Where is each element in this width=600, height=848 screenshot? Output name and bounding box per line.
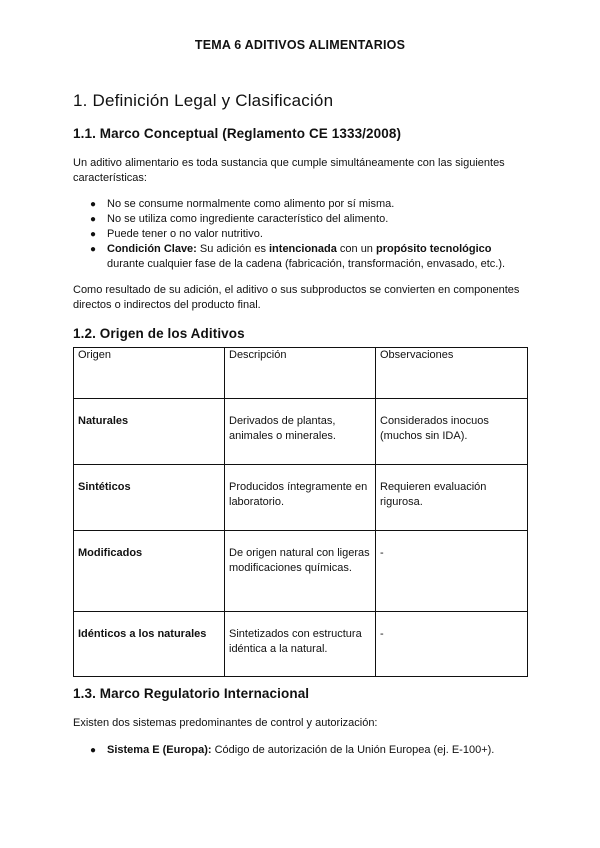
list-item [90,227,530,242]
bullet-dot-icon: ● [90,199,97,210]
table-cell: Considerados inocuos (muchos sin IDA). [376,399,528,465]
table-row [74,531,528,612]
list-item [90,212,530,227]
table-cell: - [376,531,528,612]
table-cell: Sintéticos [74,465,225,531]
list-item [90,197,530,212]
key-condition-bold-1: intencionada [269,243,337,255]
bullet-dot-icon: ● [90,745,97,756]
table-row [74,465,528,531]
table-header-cell: Origen [74,348,225,399]
result-paragraph: Como resultado de su adición, el aditivo o sus subproductos se convierten en componentes directos o indirectos del producto final. [73,284,520,311]
key-condition-label: Condición Clave: [107,243,197,255]
origin-table [73,347,528,677]
section-1-1-heading: 1.1. Marco Conceptual (Reglamento CE 1333/2008) [73,126,402,141]
table-cell: - [376,612,528,677]
key-condition-text-2: con un [336,243,376,255]
list-item [90,743,530,758]
table-header-cell: Descripción [225,348,376,399]
table-cell: Modificados [74,531,225,612]
table-cell: Requieren evaluación rigurosa. [376,465,528,531]
key-condition-text-3: durante cualquier fase de la cadena (fabricación, transformación, envasado, etc.). [107,258,506,270]
table-cell: Producidos íntegramente en laboratorio. [225,465,376,531]
system-e-label: Sistema E (Europa): [107,744,212,756]
table-row [74,612,528,677]
section-1-3-heading: 1.3. Marco Regulatorio Internacional [73,686,310,701]
regulatory-intro: Existen dos sistemas predominantes de control y autorización: [73,717,378,729]
characteristics-list [90,197,530,272]
definition-intro: Un aditivo alimentario es toda sustancia que cumple simultáneamente con las siguientes características: [73,157,505,184]
table-cell: Naturales [74,399,225,465]
bullet-dot-icon: ● [90,244,97,255]
bullet-dot-icon: ● [90,214,97,225]
section-1-2-heading: 1.2. Origen de los Aditivos [73,326,245,341]
table-cell: Derivados de plantas, animales o minerales. [225,399,376,465]
table-cell: Idénticos a los naturales [74,612,225,677]
key-condition-bold-2: propósito tecnológico [375,243,492,255]
table-header-row [74,348,528,399]
list-item-key-condition [90,242,530,272]
table-cell: De origen natural con ligeras modificaciones químicas. [225,531,376,612]
regulatory-list [90,743,530,758]
list-item-text: No se consume normalmente como alimento por sí misma. [107,198,395,210]
system-e-text: Código de autorización de la Unión Europea (ej. E-100+). [211,744,495,756]
section-1-heading: 1. Definición Legal y Clasificación [73,91,334,110]
table-header-cell: Observaciones [376,348,528,399]
table-row [74,399,528,465]
document-title: TEMA 6 ADITIVOS ALIMENTARIOS [194,38,406,52]
key-condition-text-1: Su adición es [196,243,269,255]
list-item-text: No se utiliza como ingrediente característico del alimento. [107,213,389,225]
table-cell: Sintetizados con estructura idéntica a la natural. [225,612,376,677]
bullet-dot-icon: ● [90,229,97,240]
list-item-text: Puede tener o no valor nutritivo. [107,228,263,240]
